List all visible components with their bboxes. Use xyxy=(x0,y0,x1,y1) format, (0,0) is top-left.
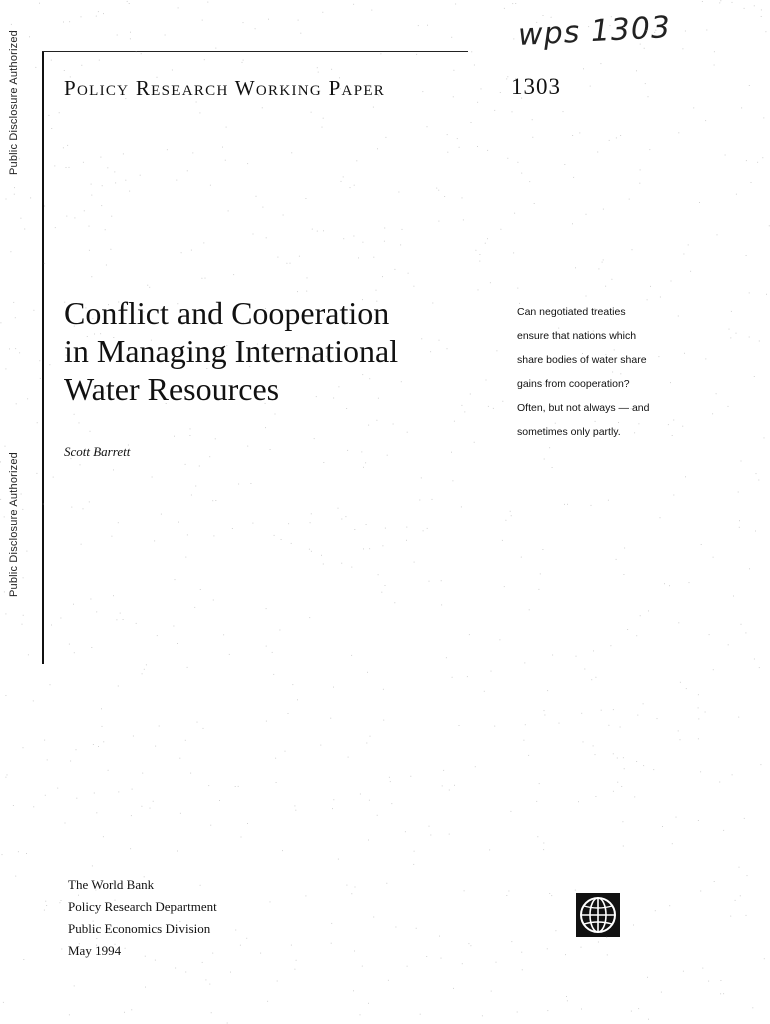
publisher-line: The World Bank xyxy=(68,877,155,892)
abstract-line: ensure that nations which xyxy=(517,330,637,342)
handwritten-note: wps 1303 xyxy=(517,10,672,53)
margin-rule xyxy=(42,52,44,664)
disclosure-stamp-bottom: Public Disclosure Authorized xyxy=(8,452,20,598)
abstract-summary xyxy=(517,300,717,444)
publisher-line: Public Economics Division xyxy=(68,921,211,936)
author-name: Scott Barrett xyxy=(64,444,131,459)
abstract-line: sometimes only partly. xyxy=(517,426,621,438)
publisher-block xyxy=(68,874,217,962)
series-title: Policy Research Working Paper xyxy=(64,76,386,100)
publisher-line: May 1994 xyxy=(68,943,122,958)
abstract-line: Can negotiated treaties xyxy=(517,306,626,318)
title-line: Conflict and Cooperation xyxy=(64,295,390,331)
title-line: Water Resources xyxy=(64,371,280,407)
abstract-line: share bodies of water share xyxy=(517,354,647,366)
publisher-line: Policy Research Department xyxy=(68,899,217,914)
world-bank-globe-icon xyxy=(576,893,620,937)
paper-title xyxy=(64,294,484,408)
disclosure-stamp-top: Public Disclosure Authorized xyxy=(8,30,20,176)
header-rule xyxy=(42,51,468,52)
abstract-line: gains from cooperation? xyxy=(517,378,630,390)
title-line: in Managing International xyxy=(64,333,399,369)
abstract-line: Often, but not always — and xyxy=(517,402,650,414)
series-number: 1303 xyxy=(511,74,561,99)
